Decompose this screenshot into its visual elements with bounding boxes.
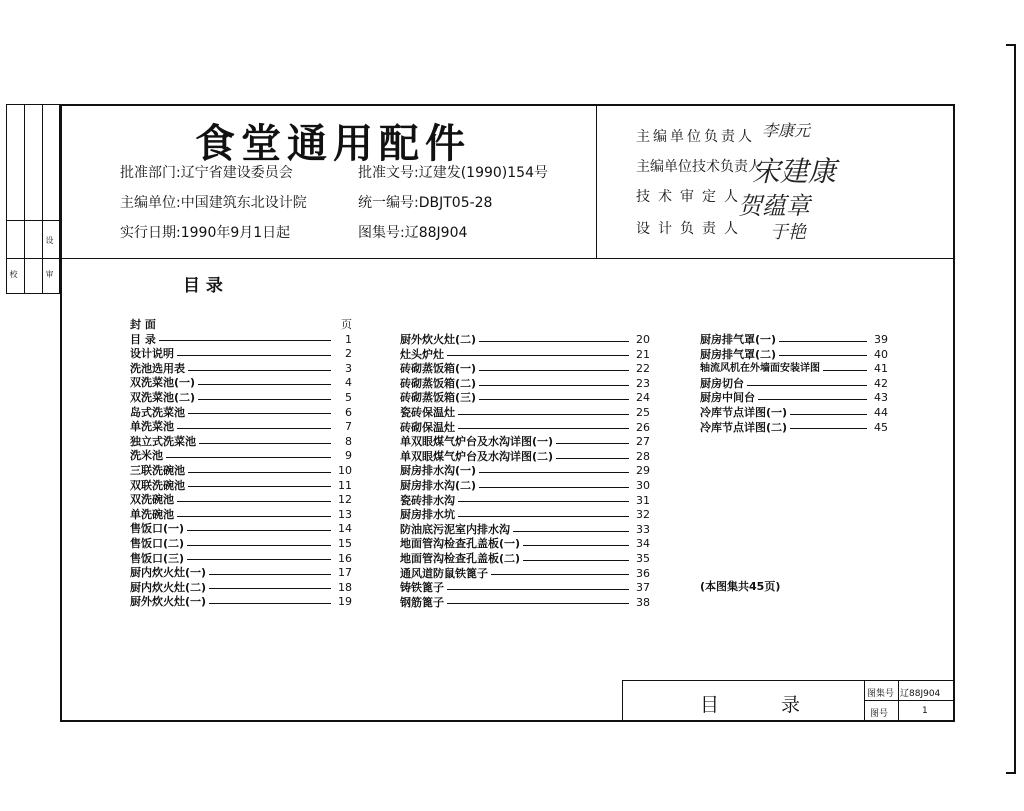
toc-leader bbox=[198, 384, 331, 385]
toc-item-label: 售饭口(二) bbox=[130, 536, 185, 550]
toc-item-label: 厨房排水沟(二) bbox=[400, 478, 477, 492]
toc-item-page: 16 bbox=[338, 551, 352, 565]
review-strip-row bbox=[6, 258, 60, 259]
toc-item-page: 9 bbox=[345, 449, 352, 463]
toc-item bbox=[400, 479, 650, 494]
editor-unit: 主编单位:中国建筑东北设计院 bbox=[120, 195, 307, 211]
toc-leader bbox=[790, 414, 867, 415]
toc-item-page: 24 bbox=[636, 391, 650, 405]
toc-item-label: 轴流风机在外墙面安装详图 bbox=[700, 363, 820, 375]
toc-item bbox=[400, 406, 650, 421]
toc-leader bbox=[159, 340, 331, 341]
toc-leader bbox=[188, 370, 331, 371]
footer-mid-line bbox=[864, 700, 955, 701]
toc-item-page: 35 bbox=[636, 551, 650, 565]
toc-item-label: 售饭口(三) bbox=[130, 551, 185, 565]
toc-item-page: 13 bbox=[338, 507, 352, 521]
toc-item-label: 冷库节点详图(一) bbox=[700, 405, 788, 419]
toc-item-label: 防油底污泥室内排水沟 bbox=[400, 522, 510, 536]
toc-leader bbox=[447, 355, 629, 356]
toc-item bbox=[130, 493, 352, 508]
toc-item-label: 单双眼煤气炉台及水沟详图(一) bbox=[400, 435, 554, 449]
toc-item bbox=[400, 362, 650, 377]
toc-item-label: 地面管沟检查孔盖板(一) bbox=[400, 537, 521, 551]
toc-leader bbox=[187, 559, 331, 560]
toc-leader bbox=[166, 457, 331, 458]
resp-role: 技术审定人 bbox=[636, 189, 746, 205]
toc-item bbox=[130, 420, 352, 435]
toc-item-page: 31 bbox=[636, 493, 650, 507]
toc-leader bbox=[209, 588, 331, 589]
toc-item-page: 27 bbox=[636, 435, 650, 449]
toc-item-label: 冷库节点详图(二) bbox=[700, 420, 788, 434]
toc-leader bbox=[187, 545, 331, 546]
toc-column-1 bbox=[130, 318, 352, 610]
toc-item-label: 通风道防鼠铁篦子 bbox=[400, 566, 488, 580]
toc-item bbox=[700, 421, 888, 436]
toc-item-page: 11 bbox=[338, 478, 352, 492]
signature: 贺蕴章 bbox=[738, 192, 810, 220]
toc-item-label: 洗米池 bbox=[130, 449, 163, 463]
strip-label: 校 bbox=[9, 270, 18, 278]
toc-item bbox=[400, 523, 650, 538]
toc-item-label: 封 面 bbox=[130, 318, 156, 331]
toc-item-page: 8 bbox=[345, 434, 352, 448]
toc-item bbox=[700, 348, 888, 363]
toc-item-label: 双联洗碗池 bbox=[130, 478, 185, 492]
toc-item-page: 23 bbox=[636, 376, 650, 390]
toc-leader bbox=[458, 516, 629, 517]
toc-item-label: 地面管沟检查孔盖板(二) bbox=[400, 551, 521, 565]
page-title: 食堂通用配件 bbox=[195, 121, 471, 167]
strip-label: 设 bbox=[45, 236, 54, 244]
toc-item-page: 36 bbox=[636, 566, 650, 580]
toc-leader bbox=[458, 414, 629, 415]
toc-item-label: 厨内炊火灶(一) bbox=[130, 566, 207, 580]
toc-item bbox=[130, 522, 352, 537]
toc-item bbox=[130, 406, 352, 421]
header-vertical-divider bbox=[596, 104, 597, 259]
toc-item bbox=[130, 449, 352, 464]
toc-column-2 bbox=[400, 333, 650, 610]
toc-leader bbox=[556, 443, 629, 444]
toc-leader bbox=[177, 501, 331, 502]
toc-item bbox=[700, 406, 888, 421]
toc-leader bbox=[177, 516, 331, 517]
toc-leader bbox=[556, 458, 629, 459]
toc-leader bbox=[187, 530, 331, 531]
toc-leader bbox=[447, 603, 629, 604]
unified-number: 统一编号:DBJT05-28 bbox=[358, 195, 493, 211]
toc-item bbox=[130, 391, 352, 406]
footer-split-line bbox=[864, 680, 865, 722]
toc-item bbox=[400, 421, 650, 436]
toc-leader bbox=[188, 472, 331, 473]
toc-item-label: 灶头炉灶 bbox=[400, 347, 444, 361]
toc-item bbox=[130, 347, 352, 362]
binding-bracket bbox=[1006, 44, 1016, 774]
toc-leader bbox=[209, 603, 331, 604]
toc-item bbox=[400, 391, 650, 406]
toc-leader bbox=[491, 574, 629, 575]
toc-item bbox=[400, 552, 650, 567]
toc-item-page: 28 bbox=[636, 449, 650, 463]
toc-leader bbox=[479, 370, 629, 371]
toc-item-page: 19 bbox=[338, 595, 352, 609]
toc-item-label: 目 录 bbox=[130, 332, 156, 346]
footer-title: 目 录 bbox=[700, 694, 829, 716]
toc-item-page: 25 bbox=[636, 405, 650, 419]
toc-item-label: 厨外炊火灶(一) bbox=[130, 595, 207, 609]
toc-item-page: 39 bbox=[874, 333, 888, 346]
toc-leader bbox=[479, 472, 629, 473]
toc-item-page: 45 bbox=[874, 420, 888, 434]
toc-item-label: 厨房中间台 bbox=[700, 391, 755, 405]
toc-item-label: 瓷砖排水沟 bbox=[400, 493, 455, 507]
toc-item bbox=[130, 318, 352, 333]
toc-item-label: 砖砌蒸饭箱(二) bbox=[400, 376, 477, 390]
toc-item-page: 2 bbox=[345, 347, 352, 361]
toc-item-label: 单洗菜池 bbox=[130, 420, 174, 434]
toc-item bbox=[700, 391, 888, 406]
toc-item-label: 厨房排水坑 bbox=[400, 508, 455, 522]
toc-leader bbox=[523, 560, 629, 561]
toc-item-page: 42 bbox=[874, 376, 888, 390]
toc-item bbox=[400, 333, 650, 348]
toc-item-label: 单洗碗池 bbox=[130, 507, 174, 521]
toc-item-page: 43 bbox=[874, 391, 888, 405]
atlas-number: 图集号:辽88J904 bbox=[358, 225, 468, 241]
toc-leader bbox=[758, 399, 867, 400]
toc-item-label: 砖砌蒸饭箱(一) bbox=[400, 362, 477, 376]
toc-item bbox=[700, 362, 888, 377]
toc-item bbox=[400, 435, 650, 450]
toc-item-label: 双洗菜池(二) bbox=[130, 390, 196, 404]
toc-item-page: 32 bbox=[636, 508, 650, 522]
toc-item-label: 砖砌蒸饭箱(三) bbox=[400, 391, 477, 405]
toc-leader bbox=[458, 428, 629, 429]
toc-item-page: 37 bbox=[636, 581, 650, 595]
toc-item-label: 单双眼煤气炉台及水沟详图(二) bbox=[400, 449, 554, 463]
toc-item-page: 6 bbox=[345, 405, 352, 419]
toc-item-label: 售饭口(一) bbox=[130, 522, 185, 536]
toc-leader bbox=[513, 531, 629, 532]
toc-item bbox=[130, 464, 352, 479]
toc-item-page: 34 bbox=[636, 537, 650, 551]
total-pages-note: (本图集共45页) bbox=[700, 580, 781, 593]
toc-leader bbox=[479, 341, 629, 342]
toc-item-label: 厨房切台 bbox=[700, 376, 744, 390]
toc-leader bbox=[479, 487, 629, 488]
toc-leader bbox=[747, 385, 867, 386]
toc-item-page: 12 bbox=[338, 493, 352, 507]
toc-item bbox=[400, 377, 650, 392]
approval-dept: 批准部门:辽宁省建设委员会 bbox=[120, 165, 293, 181]
toc-leader bbox=[447, 589, 629, 590]
toc-item-page: 14 bbox=[338, 522, 352, 536]
strip-label: 审 bbox=[45, 270, 54, 278]
toc-column-3 bbox=[700, 333, 888, 435]
atlas-no-value: 辽88J904 bbox=[900, 689, 941, 699]
toc-leader bbox=[779, 355, 867, 356]
toc-item bbox=[400, 581, 650, 596]
toc-item-label: 厨外炊火灶(二) bbox=[400, 333, 477, 346]
toc-item bbox=[130, 552, 352, 567]
toc-leader bbox=[198, 399, 331, 400]
toc-item bbox=[130, 376, 352, 391]
toc-item-label: 砖砌保温灶 bbox=[400, 420, 455, 434]
toc-item-page: 30 bbox=[636, 478, 650, 492]
toc-item-label: 独立式洗菜池 bbox=[130, 434, 196, 448]
review-strip-col bbox=[24, 104, 25, 294]
toc-item-page: 5 bbox=[345, 390, 352, 404]
toc-leader bbox=[188, 486, 331, 487]
toc-item bbox=[400, 596, 650, 611]
toc-item-page: 41 bbox=[874, 362, 888, 376]
toc-item-page: 10 bbox=[338, 463, 352, 477]
toc-item-page: 40 bbox=[874, 347, 888, 361]
toc-item bbox=[130, 537, 352, 552]
toc-item-label: 钢筋篦子 bbox=[400, 595, 444, 609]
review-strip bbox=[6, 104, 60, 294]
footer-top-line bbox=[622, 680, 955, 681]
sheet-no-value: 1 bbox=[922, 706, 928, 716]
toc-item-label: 铸铁篦子 bbox=[400, 581, 444, 595]
resp-role: 主编单位技术负责人 bbox=[636, 159, 762, 175]
toc-item bbox=[400, 348, 650, 363]
footer-split-line bbox=[898, 680, 899, 722]
review-strip-col bbox=[42, 104, 43, 294]
atlas-no-label: 图集号 bbox=[867, 689, 895, 699]
toc-item bbox=[400, 450, 650, 465]
signature: 宋建康 bbox=[752, 155, 837, 188]
toc-item-page: 44 bbox=[874, 405, 888, 419]
toc-item bbox=[130, 333, 352, 348]
toc-item bbox=[130, 581, 352, 596]
toc-item-page: 33 bbox=[636, 522, 650, 536]
toc-leader bbox=[479, 385, 629, 386]
toc-item bbox=[700, 333, 888, 348]
toc-item bbox=[130, 479, 352, 494]
resp-role: 主编单位负责人 bbox=[636, 129, 755, 145]
footer-left-line bbox=[622, 680, 623, 722]
toc-item bbox=[130, 508, 352, 523]
toc-leader bbox=[177, 428, 331, 429]
toc-leader bbox=[779, 341, 867, 342]
toc-item-label: 三联洗碗池 bbox=[130, 463, 185, 477]
toc-item bbox=[400, 537, 650, 552]
toc-item-label: 瓷砖保温灶 bbox=[400, 405, 455, 419]
toc-item-page: 38 bbox=[636, 595, 650, 609]
toc-leader bbox=[458, 501, 629, 502]
toc-item bbox=[130, 435, 352, 450]
toc-leader bbox=[199, 443, 331, 444]
toc-item-page: 29 bbox=[636, 464, 650, 478]
sheet-no-label: 图号 bbox=[870, 709, 889, 719]
signature: 李康元 bbox=[762, 121, 811, 140]
toc-leader bbox=[790, 428, 867, 429]
toc-item-label: 厨房排水沟(一) bbox=[400, 464, 477, 478]
toc-item-label: 双洗菜池(一) bbox=[130, 376, 196, 390]
toc-item-label: 厨房排气罩(二) bbox=[700, 347, 777, 361]
toc-item bbox=[400, 494, 650, 509]
toc-heading: 目 录 bbox=[183, 276, 223, 296]
resp-role: 设计负责人 bbox=[636, 221, 746, 237]
toc-item-label: 双洗碗池 bbox=[130, 493, 174, 507]
toc-item bbox=[130, 595, 352, 610]
toc-item bbox=[400, 508, 650, 523]
toc-leader bbox=[823, 370, 867, 371]
toc-item-label: 设计说明 bbox=[130, 347, 174, 361]
toc-item-page: 3 bbox=[345, 361, 352, 375]
review-strip-row bbox=[6, 220, 60, 221]
toc-leader bbox=[523, 545, 629, 546]
toc-item-page: 7 bbox=[345, 420, 352, 434]
effective-date: 实行日期:1990年9月1日起 bbox=[120, 225, 291, 241]
toc-item-label: 厨内炊火灶(二) bbox=[130, 580, 207, 594]
toc-leader bbox=[177, 355, 331, 356]
signature: 于艳 bbox=[770, 222, 806, 243]
toc-item-page: 26 bbox=[636, 420, 650, 434]
toc-item-label: 厨房排气罩(一) bbox=[700, 333, 777, 346]
toc-item-page: 22 bbox=[636, 362, 650, 376]
toc-item-label: 岛式洗菜池 bbox=[130, 405, 185, 419]
toc-item bbox=[130, 566, 352, 581]
toc-leader bbox=[479, 399, 629, 400]
toc-item bbox=[700, 377, 888, 392]
approval-doc: 批准文号:辽建发(1990)154号 bbox=[358, 165, 548, 181]
toc-leader bbox=[209, 574, 331, 575]
toc-item-page: 1 bbox=[345, 332, 352, 346]
toc-item bbox=[400, 464, 650, 479]
toc-item-label: 洗池选用表 bbox=[130, 361, 185, 375]
toc-item-page: 页 bbox=[341, 318, 352, 331]
toc-item-page: 21 bbox=[636, 347, 650, 361]
toc-item-page: 15 bbox=[338, 536, 352, 550]
toc-leader bbox=[188, 413, 331, 414]
toc-item bbox=[400, 567, 650, 582]
toc-item-page: 18 bbox=[338, 580, 352, 594]
toc-item-page: 17 bbox=[338, 566, 352, 580]
toc-item bbox=[130, 362, 352, 377]
toc-item-page: 4 bbox=[345, 376, 352, 390]
header-divider bbox=[60, 258, 955, 259]
toc-item-page: 20 bbox=[636, 333, 650, 346]
